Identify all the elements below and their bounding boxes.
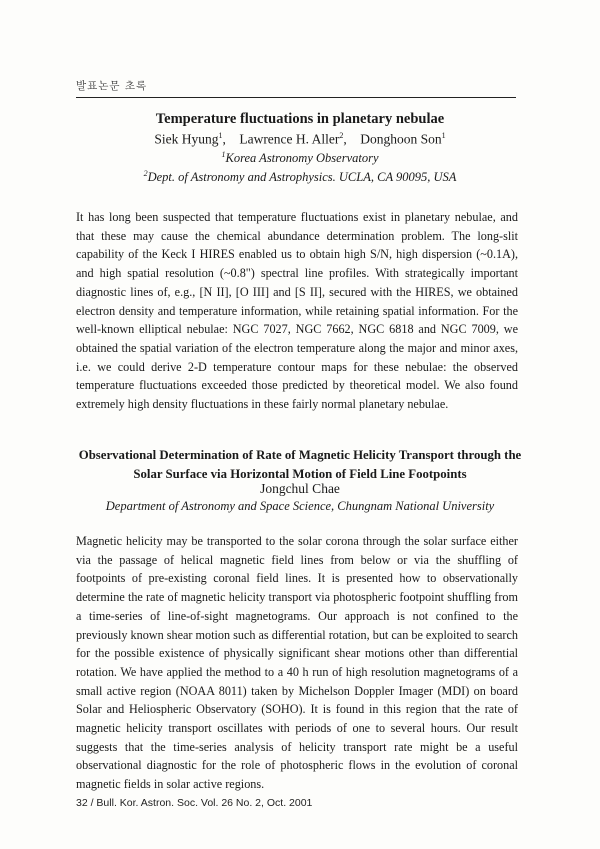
- author-sup: 1: [441, 131, 446, 140]
- page-footer: 32 / Bull. Kor. Astron. Soc. Vol. 26 No. 2, Oct. 2001: [76, 797, 313, 809]
- paper2-author: Jongchul Chae: [260, 481, 340, 496]
- paper2-abstract: Magnetic helicity may be transported to the solar corona through the solar surface either via the passage of helical magnetic field lines from below or via the shuffling of footpoints of pre-existing coronal field lines. It is presented how to observationally determine the rate of magnetic helicity transport via photospheric footpoint shuffling from a time-series of line-of-sight magnetograms. Our approach is not confined to the previously known shear motion such as differential rotation, but can be exploited to search for the possible existence of physically significant shear motions other than differential rotation. We have applied the method to a 40 h run of high resolution magnetograms of a small active region (NOAA 8011) taken by Michelson Doppler Imager (MDI) on board Solar and Heliospheric Observatory (SOHO). It is found in this region that the rate of magnetic helicity transport oscillates with periods of one to several hours. Our result suggests that the time-series analysis of helicity transport rate might be a useful observational diagnostic for the role of photospheric flows in the evolution of coronal magnetic fields in solar active regions.: [76, 534, 518, 792]
- author-name: Lawrence H. Aller: [239, 131, 340, 147]
- author-sup: 2: [339, 131, 344, 140]
- affiliation-sup: 2: [143, 169, 148, 178]
- paper1-affiliation-1: [0, 150, 600, 166]
- paper1-title: Temperature fluctuations in planetary nebulae: [155, 111, 445, 127]
- paper2-title: Observational Determination of Rate of Magnetic Helicity Transport through the Solar Surface via Horizontal Motion of Field Line Footpoints: [78, 448, 522, 481]
- paper1-abstract: It has long been suspected that temperature fluctuations exist in planetary nebulae, and that these may cause the chemical abundance determination problem. The long-slit capability of the Keck I HIRES enabled us to obtain high S/N, high dispersion (~0.1A), and high spatial resolution (~0.8") spectral line profiles. With strategically important diagnostic lines of, e.g., [N II], [O III] and [S II], secured with the HIRES, we obtained electron density and temperature information, while retaining spatial information. For the well-known elliptical nebulae: NGC 7027, NGC 7662, NGC 6818 and NGC 7009, we obtained the spatial variation of the electron temperature along the major and minor axes, i.e. we could derive 2-D temperature contour maps for these nebulae: the observed temperature fluctuations exceeded those predicted by theoretical model. We also found extremely high density fluctuations in these fairly normal planetary nebulae.: [76, 210, 518, 412]
- section-header-label: 발표논문 초록: [76, 80, 148, 92]
- paper1-authors: Siek Hyung$^1$, Lawrence H. Aller$^2$, Donghoon Son$^1$: [154, 131, 446, 147]
- affiliation-sup: 1: [221, 150, 226, 159]
- affiliation-text: Korea Astronomy Observatory: [225, 151, 379, 166]
- author-name: Donghoon Son: [360, 131, 442, 147]
- author-sup: 1: [218, 131, 223, 140]
- paper2-affiliation: Department of Astronomy and Space Science, Chungnam National University: [105, 499, 495, 513]
- affiliation-text: Dept. of Astronomy and Astrophysics. UCLA, CA 90095, USA: [147, 170, 457, 185]
- author-name: Siek Hyung: [154, 131, 219, 147]
- paper1-affiliation-2: [0, 169, 600, 185]
- header-rule: [76, 97, 516, 98]
